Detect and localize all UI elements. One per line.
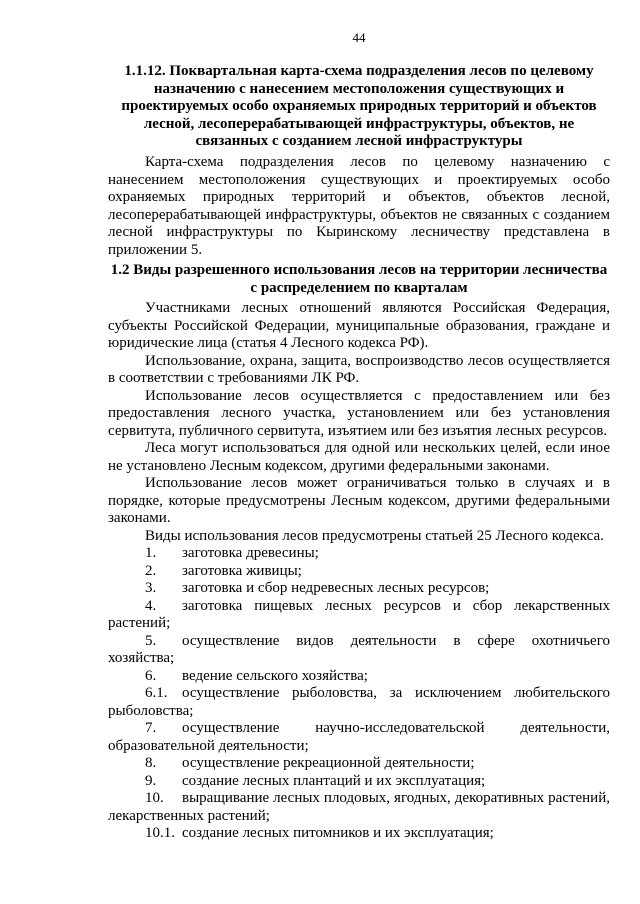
list-item [108,685,610,720]
list-item-text: осуществление научно-исследовательской деятельности, образовательной деятельности; [108,720,610,754]
list-item-number: 4. [145,597,157,614]
paragraph: Использование лесов может ограничиваться только в случаях и в порядке, которые предусмотрены Лесным кодексом, другими федеральными законами. [108,475,610,526]
list-item [108,580,610,598]
list-item-text: осуществление видов деятельности в сфере охотничьего хозяйства; [108,632,610,666]
list-item-text: ведение сельского хозяйства; [182,667,368,684]
list-item-number: 2. [145,562,157,579]
list-item-number: 8. [145,755,157,771]
section-heading-1-1-12: 1.1.12. Поквартальная карта-схема подразделения лесов по целевому назначению с нанесением местоположения существующих и проектируемых особо охраняемых природных территорий и объектов лесной, лесоперерабатывающей инфраструктуры, объектов, не связанных с созданием лесной инфраструктуры [121,63,597,149]
list-item [108,773,610,791]
list-item-number: 6. [145,667,157,684]
list-item-number: 1. [145,545,157,561]
list-item-text: заготовка древесины; [182,545,319,561]
list-item-text: заготовка пищевых лесных ресурсов и сбор лекарственных растений; [108,597,610,631]
section-1-2-body [108,300,610,843]
forest-use-list [108,545,610,843]
page-number: 44 [352,30,366,45]
list-item [108,633,610,668]
list-item-number: 5. [145,632,157,649]
list-item [108,720,610,755]
list-item-number: 10.1. [145,825,175,841]
list-item [108,790,610,825]
list-item [108,545,610,563]
list-item-text: создание лесных плантаций и их эксплуатация; [182,772,486,789]
list-item-text: создание лесных питомников и их эксплуатация; [182,825,494,841]
paragraph: Использование лесов осуществляется с предоставлением или без предоставления лесного участка, установлением или без установления сервитута, публичного сервитута, изъятием или без изъятия лесных ресурсов. [108,387,610,439]
paragraph: Леса могут использоваться для одной или нескольких целей, если иное не установлено Лесным кодексом, другими федеральными законами. [108,440,610,474]
list-item-number: 9. [145,772,157,789]
list-item [108,825,610,843]
list-item-number: 6.1. [145,685,168,701]
paragraph: Участниками лесных отношений являются Российская Федерация, субъекты Российской Федерации, муниципальные образования, граждане и юридические лица (статья 4 Лесного кодекса РФ). [108,300,610,351]
list-item-text: осуществление рекреационной деятельности; [182,755,475,771]
list-item [108,668,610,686]
paragraph: Виды использования лесов предусмотрены статьей 25 Лесного кодекса. [145,527,604,544]
paragraph: Использование, охрана, защита, воспроизводство лесов осуществляется в соответствии с требованиями ЛК РФ. [108,352,610,386]
list-item [108,598,610,633]
list-item [108,755,610,773]
section-heading-1-2: 1.2 Виды разрешенного использования лесов на территории лесничества с распределением по кварталам [110,262,608,296]
list-item [108,563,610,581]
list-item-text: заготовка и сбор недревесных лесных ресурсов; [182,580,490,596]
list-item-text: заготовка живицы; [182,562,302,579]
list-item-number: 10. [145,790,164,806]
list-item-text: осуществление рыболовства, за исключением любительского рыболовства; [108,685,610,719]
section-1-1-12-paragraph: Карта-схема подразделения лесов по целевому назначению с нанесением местоположения существующих и проектируемых особо охраняемых природных территорий и объектов, объектов лесной, лесоперерабатывающей инфраструктуры, объектов не связанных с созданием лесной инфраструктуры по Кыринскому лесничеству представлена в приложении 5. [108,154,610,258]
list-item-number: 3. [145,580,157,596]
list-item-text: выращивание лесных плодовых, ягодных, декоративных растений, лекарственных растений; [108,790,610,824]
list-item-number: 7. [145,720,157,736]
